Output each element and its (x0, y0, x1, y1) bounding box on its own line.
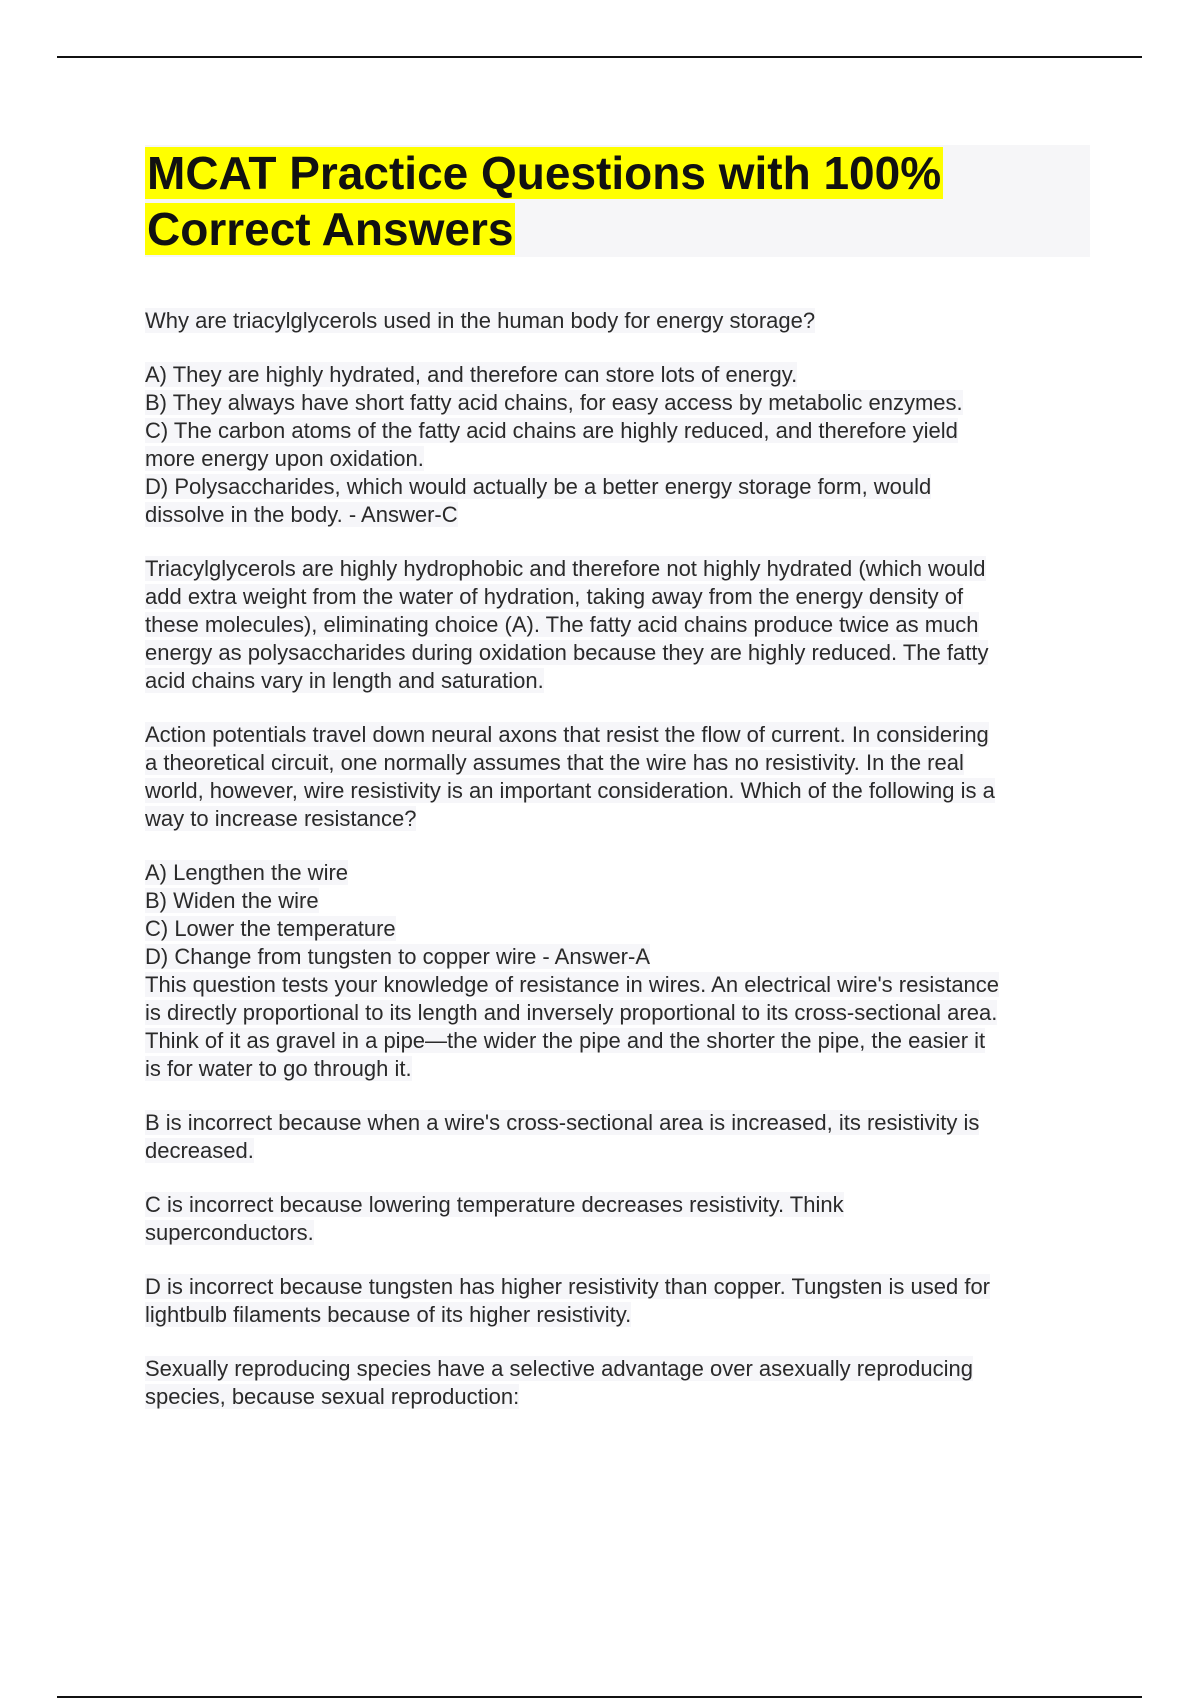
question-blocks (145, 307, 1090, 1411)
text-line: A) They are highly hydrated, and therefore can store lots of energy. (145, 362, 798, 387)
text-line: is for water to go through it. (145, 1056, 412, 1081)
text-line: C is incorrect because lowering temperature decreases resistivity. Think (145, 1192, 844, 1217)
text-line: these molecules), eliminating choice (A). The fatty acid chains produce twice as much (145, 612, 979, 637)
document-title (145, 145, 1090, 257)
paragraph-gap (145, 1329, 1090, 1355)
paragraph (145, 307, 1090, 335)
text-line: more energy upon oxidation. (145, 446, 424, 471)
paragraph (145, 1109, 1090, 1165)
text-line: B) Widen the wire (145, 888, 319, 913)
text-line: A) Lengthen the wire (145, 860, 349, 885)
text-line: energy as polysaccharides during oxidation because they are highly reduced. The fatty (145, 640, 989, 665)
document-body (145, 145, 1090, 1411)
paragraph-gap (145, 1165, 1090, 1191)
text-line: Why are triacylglycerols used in the human body for energy storage? (145, 308, 816, 333)
text-line: Sexually reproducing species have a selective advantage over asexually reproducing (145, 1356, 973, 1381)
text-line: decreased. (145, 1138, 254, 1163)
bottom-rule (57, 1696, 1142, 1698)
paragraph (145, 1191, 1090, 1247)
paragraph (145, 361, 1090, 529)
paragraph-gap (145, 1083, 1090, 1109)
text-line: D is incorrect because tungsten has higher resistivity than copper. Tungsten is used for (145, 1274, 991, 1299)
text-line: species, because sexual reproduction: (145, 1384, 520, 1409)
text-line: C) The carbon atoms of the fatty acid chains are highly reduced, and therefore yield (145, 418, 958, 443)
text-line: B) They always have short fatty acid chains, for easy access by metabolic enzymes. (145, 390, 963, 415)
paragraph-gap (145, 1247, 1090, 1273)
text-line: way to increase resistance? (145, 806, 417, 831)
text-line: Action potentials travel down neural axons that resist the flow of current. In considering (145, 722, 989, 747)
paragraph (145, 721, 1090, 833)
text-line: is directly proportional to its length and inversely proportional to its cross-sectional area. (145, 1000, 998, 1025)
text-line: D) Polysaccharides, which would actually be a better energy storage form, would (145, 474, 932, 499)
text-line: Think of it as gravel in a pipe—the wider the pipe and the shorter the pipe, the easier it (145, 1028, 986, 1053)
title-block (145, 145, 1090, 257)
paragraph (145, 859, 1090, 1083)
paragraph-gap (145, 695, 1090, 721)
title-line-1: MCAT Practice Questions with 100% (147, 147, 942, 199)
paragraph-gap (145, 833, 1090, 859)
paragraph (145, 555, 1090, 695)
text-line: D) Change from tungsten to copper wire - Answer-A (145, 944, 651, 969)
paragraph-gap (145, 335, 1090, 361)
text-line: This question tests your knowledge of resistance in wires. An electrical wire's resistance (145, 972, 1000, 997)
text-line: dissolve in the body. - Answer-C (145, 502, 458, 527)
paragraph-gap (145, 529, 1090, 555)
text-line: B is incorrect because when a wire's cross-sectional area is increased, its resistivity is (145, 1110, 980, 1135)
text-line: a theoretical circuit, one normally assumes that the wire has no resistivity. In the real (145, 750, 964, 775)
text-line: lightbulb filaments because of its higher resistivity. (145, 1302, 632, 1327)
text-line: superconductors. (145, 1220, 314, 1245)
text-line: world, however, wire resistivity is an important consideration. Which of the following is a (145, 778, 995, 803)
paragraph (145, 1273, 1090, 1329)
paragraph (145, 1355, 1090, 1411)
text-line: acid chains vary in length and saturation. (145, 668, 544, 693)
top-rule (57, 56, 1142, 58)
text-line: add extra weight from the water of hydration, taking away from the energy density of (145, 584, 964, 609)
text-line: Triacylglycerols are highly hydrophobic and therefore not highly hydrated (which would (145, 556, 986, 581)
text-line: C) Lower the temperature (145, 916, 396, 941)
title-line-2: Correct Answers (147, 203, 514, 255)
